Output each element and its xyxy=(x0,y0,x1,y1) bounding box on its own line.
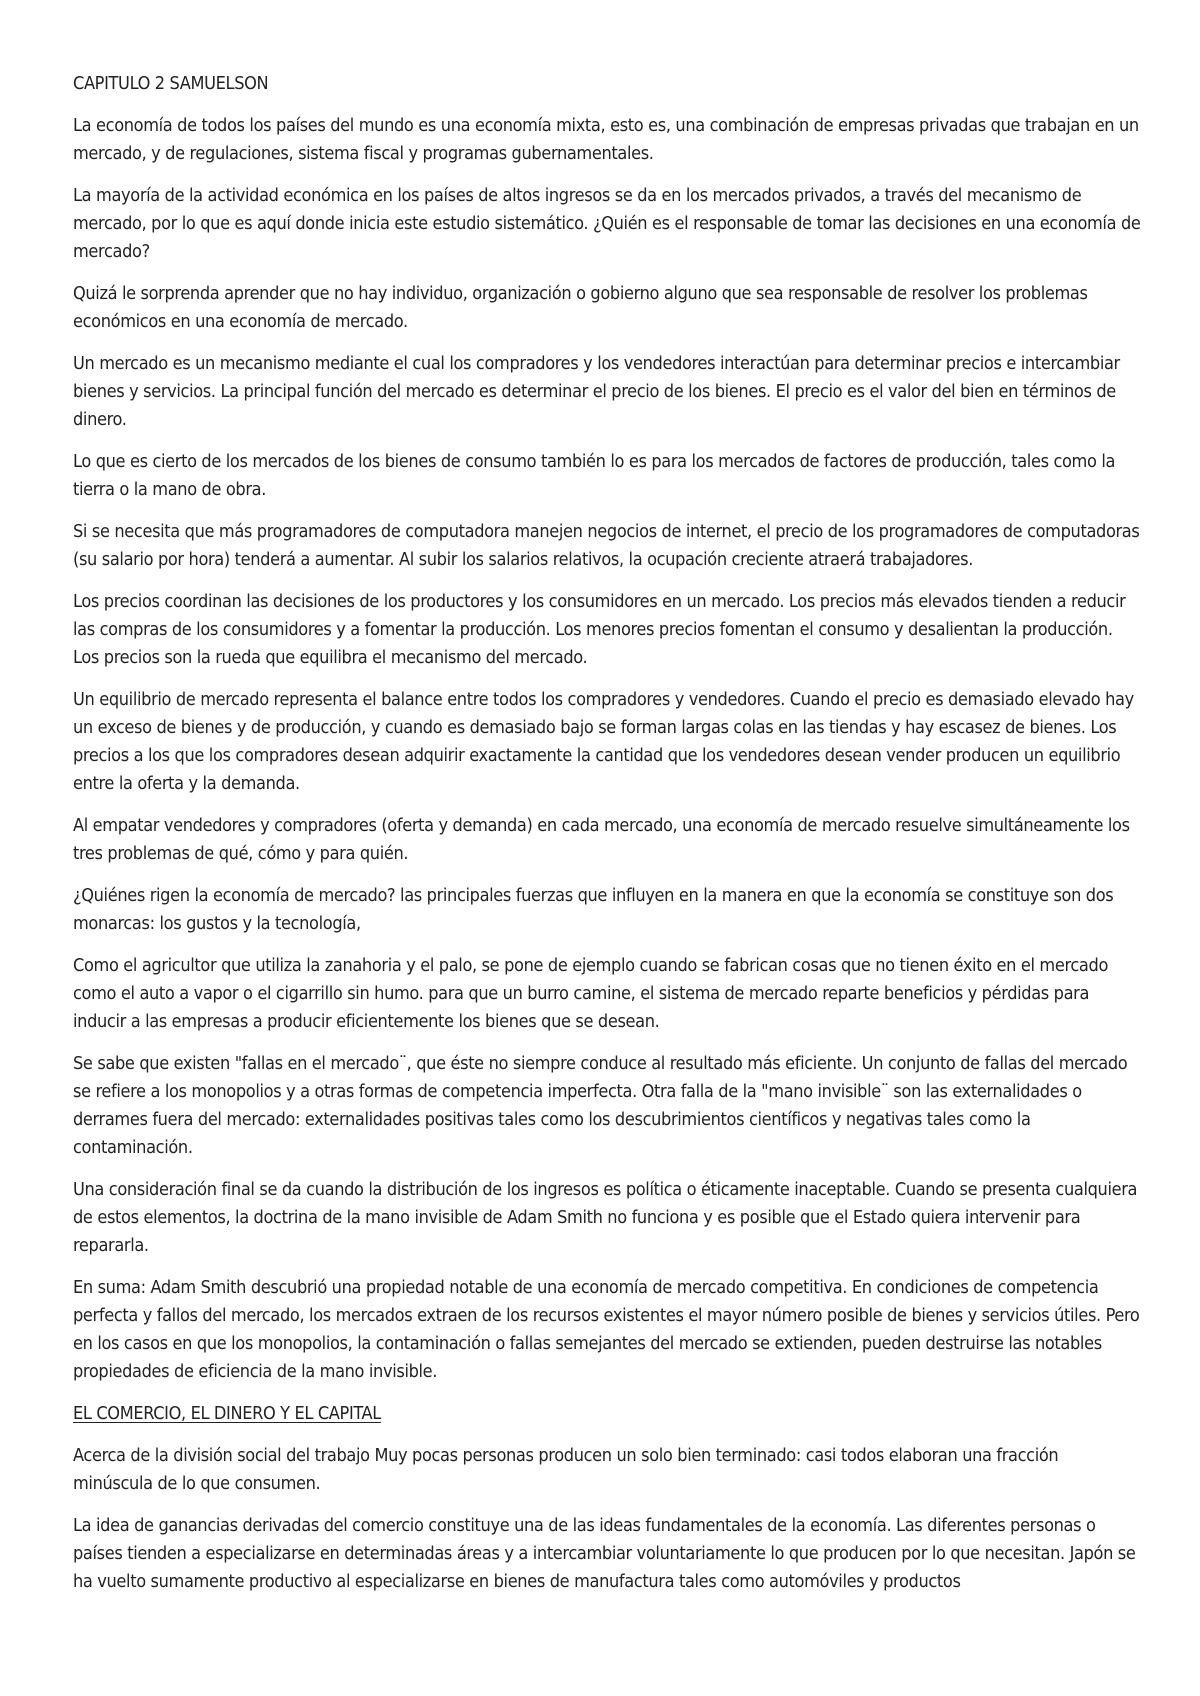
paragraph-zanahoria-palo: Como el agricultor que utiliza la zanahoria y el palo, se pone de ejemplo cuando se fabrican cosas que no tienen éxito en el mercado como el auto a vapor o el cigarrillo sin humo. para que un burro camine, el sistema de mercado reparte beneficios y pérdidas para inducir a las empresas a producir eficientemente los bienes que se desean. xyxy=(73,955,1108,1032)
paragraph-ganancias-comercio: La idea de ganancias derivadas del comercio constituye una de las ideas fundamentales de la economía. Las diferentes personas o países tienden a especializarse en determinadas áreas y a intercambiar voluntariamente lo que producen por lo que necesitan. Japón se ha vuelto sumamente productivo al especializarse en bienes de manufactura tales como automóviles y productos xyxy=(73,1515,1136,1592)
paragraph-definicion-mercado: Un mercado es un mecanismo mediante el cual los compradores y los vendedores interactúan para determinar precios e intercambiar bienes y servicios. La principal función del mercado es determinar el precio de los bienes. El precio es el valor del bien en términos de dinero. xyxy=(73,353,1120,430)
paragraph-oferta-demanda: Al empatar vendedores y compradores (oferta y demanda) en cada mercado, una economía de mercado resuelve simultáneamente los tres problemas de qué, cómo y para quién. xyxy=(73,815,1130,864)
paragraph-factores-produccion: Lo que es cierto de los mercados de los bienes de consumo también lo es para los mercados de factores de producción, tales como la tierra o la mano de obra. xyxy=(73,451,1116,500)
paragraph-fallas-mercado: Se sabe que existen "fallas en el mercado¨, que éste no siempre conduce al resultado más eficiente. Un conjunto de fallas del mercado se refiere a los monopolios y a otras formas de competencia imperfecta. Otra falla de la "mano invisible¨ son las externalidades o derrames fuera del mercado: externalidades positivas tales como los descubrimientos científicos y negativas tales como la contaminación. xyxy=(73,1053,1128,1158)
paragraph-quienes-rigen: ¿Quiénes rigen la economía de mercado? las principales fuerzas que influyen en la manera en que la economía se constituye son dos monarcas: los gustos y la tecnología, xyxy=(73,885,1114,934)
paragraph-actividad-economica: La mayoría de la actividad económica en los países de altos ingresos se da en los mercados privados, a través del mecanismo de mercado, por lo que es aquí donde inicia este estudio sistemático. ¿Quién es el responsable de tomar las decisiones en una economía de mercado? xyxy=(73,185,1141,262)
paragraph-en-suma: En suma: Adam Smith descubrió una propiedad notable de una economía de mercado competitiva. En condiciones de competencia perfecta y fallos del mercado, los mercados extraen de los recursos existentes el mayor número posible de bienes y servicios útiles. Pero en los casos en que los monopolios, la contaminación o fallas semejantes del mercado se extienden, pueden destruirse las notables propiedades de eficiencia de la mano invisible. xyxy=(73,1277,1140,1382)
paragraph-nadie-responsable: Quizá le sorprenda aprender que no hay individuo, organización o gobierno alguno que sea responsable de resolver los problemas económicos en una economía de mercado. xyxy=(73,283,1088,332)
paragraph-economia-mixta: La economía de todos los países del mundo es una economía mixta, esto es, una combinación de empresas privadas que trabajan en un mercado, y de regulaciones, sistema fiscal y programas gubernamentales. xyxy=(73,115,1139,164)
paragraph-division-trabajo: Acerca de la división social del trabajo Muy pocas personas producen un solo bien terminado: casi todos elaboran una fracción minúscula de lo que consumen. xyxy=(73,1445,1059,1494)
section-heading: EL COMERCIO, EL DINERO Y EL CAPITAL xyxy=(73,1403,381,1424)
paragraph-programadores: Si se necesita que más programadores de computadora manejen negocios de internet, el precio de los programadores de computadoras (su salario por hora) tenderá a aumentar. Al subir los salarios relativos, la ocupación creciente atraerá trabajadores. xyxy=(73,521,1140,570)
paragraph-equilibrio-mercado: Un equilibrio de mercado representa el balance entre todos los compradores y vendedores. Cuando el precio es demasiado elevado hay un exceso de bienes y de producción, y cuando es demasiado bajo se forman largas colas en las tiendas y hay escasez de bienes. Los precios a los que los compradores desean adquirir exactamente la cantidad que los vendedores desean vender producen un equilibrio entre la oferta y la demanda. xyxy=(73,689,1134,794)
document-title: CAPITULO 2 SAMUELSON xyxy=(73,73,269,94)
paragraph-consideracion-final: Una consideración final se da cuando la distribución de los ingresos es política o éticamente inaceptable. Cuando se presenta cualquiera de estos elementos, la doctrina de la mano invisible de Adam Smith no funciona y es posible que el Estado quiera intervenir para repararla. xyxy=(73,1179,1138,1256)
paragraph-precios-coordinan: Los precios coordinan las decisiones de los productores y los consumidores en un mercado. Los precios más elevados tienden a reducir las compras de los consumidores y a fomentar la producción. Los menores precios fomentan el consumo y desalientan la producción. Los precios son la rueda que equilibra el mecanismo del mercado. xyxy=(73,591,1126,668)
